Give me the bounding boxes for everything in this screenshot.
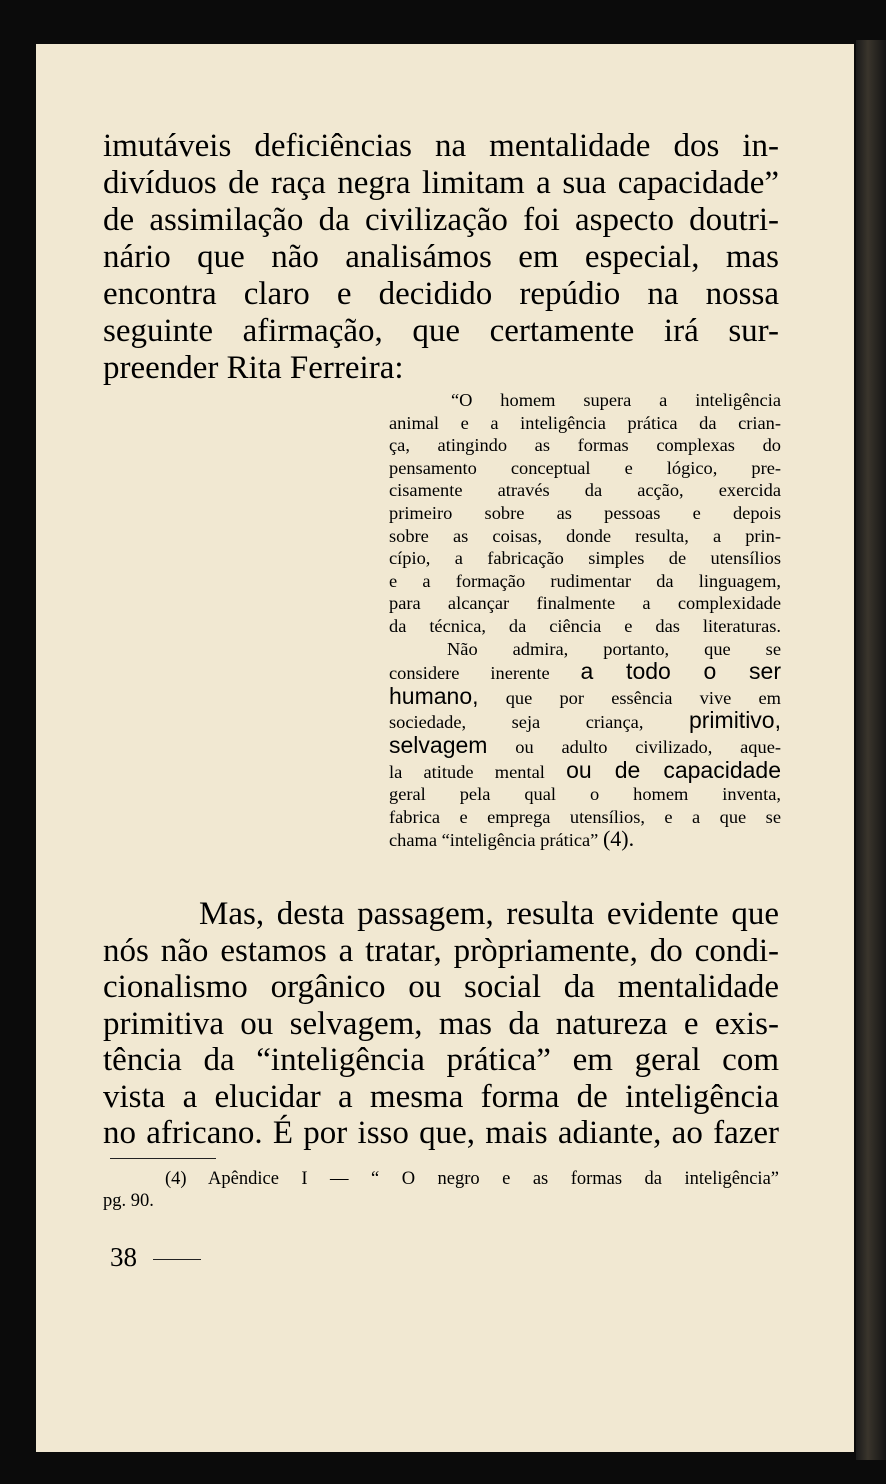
- footnote-line: pg. 90.: [103, 1191, 154, 1211]
- footnote-rule: [110, 1158, 216, 1159]
- page-edge: [856, 40, 886, 1460]
- footnote-line: (4) Apêndice I — “ O negro e as formas da inteligência”: [165, 1169, 779, 1189]
- text-line: Mas, desta passagem, resulta evidente que: [199, 896, 779, 932]
- quote-line: [389, 731, 781, 759]
- quote-line: geral pela qual o homem inventa,: [389, 784, 781, 805]
- quote-line: cípio, a fabricação simples de utensílios: [389, 548, 781, 569]
- page-number-dash: [153, 1259, 201, 1260]
- quote-line: [389, 709, 781, 734]
- quote-text: que por essência vive em: [505, 687, 781, 708]
- quote-text: la atitude mental: [389, 761, 545, 782]
- page-number-text: 38: [110, 1242, 137, 1272]
- quote-line: [389, 828, 781, 852]
- emphasis-text: ou de capacidade: [566, 756, 781, 783]
- text-line: preender Rita Ferreira:: [103, 350, 404, 386]
- quote-text: ou adulto civilizado, aque-: [515, 736, 781, 757]
- quote-line: cisamente através da acção, exercida: [389, 480, 781, 501]
- text-line: vista a elucidar a mesma forma de inteligência: [103, 1078, 779, 1115]
- quote-line: da técnica, da ciência e das literaturas.: [389, 615, 781, 636]
- quote-line: ça, atingindo as formas complexas do: [389, 435, 781, 456]
- paragraph-1: [103, 128, 779, 387]
- text-line: nário que não analisámos em especial, mas: [103, 239, 779, 275]
- text-line: no africano. É por isso que, mais adiante, ao fazer: [103, 1115, 779, 1151]
- quote-line: fabrica e emprega utensílios, e a que se: [389, 806, 781, 827]
- text-line: cionalismo orgânico ou social da mentalidade: [103, 969, 779, 1005]
- quote-line: animal e a inteligência prática da crian-: [389, 412, 781, 433]
- emphasis-text: primitivo,: [688, 707, 781, 734]
- quote-text: sociedade, seja criança,: [389, 712, 644, 733]
- footnote-ref: (4).: [602, 826, 635, 852]
- quote-line: primeiro sobre as pessoas e depois: [389, 502, 781, 523]
- quote-text: chama “inteligência prática”: [389, 830, 599, 851]
- text-line: nós não estamos a tratar, pròpriamente, do condi-: [103, 932, 779, 969]
- emphasis-text: humano,: [389, 682, 479, 709]
- text-line: imutáveis deficiências na mentalidade dos in-: [103, 128, 779, 164]
- quote-line: sobre as coisas, donde resulta, a prin-: [389, 525, 781, 546]
- page-number: [110, 1242, 201, 1273]
- paragraph-2: [103, 896, 779, 1152]
- quote-line: e a formação rudimentar da linguagem,: [389, 570, 781, 591]
- text-line: divíduos de raça negra limitam a sua capacidade”: [103, 165, 779, 201]
- footnote: [103, 1168, 779, 1212]
- text-line: primitiva ou selvagem, mas da natureza e exis-: [103, 1005, 779, 1042]
- quote-line: Não admira, portanto, que se: [447, 638, 781, 659]
- block-quote: [389, 389, 781, 852]
- quote-line: [389, 756, 781, 784]
- quote-text: considere inerente: [389, 663, 550, 684]
- emphasis-text: selvagem: [389, 731, 488, 758]
- quote-line: para alcançar finalmente a complexidade: [389, 593, 781, 614]
- quote-line: “O homem supera a inteligência: [451, 390, 781, 410]
- text-line: tência da “inteligência prática” em geral com: [103, 1042, 779, 1078]
- quote-line: [389, 660, 781, 685]
- text-line: de assimilação da civilização foi aspecto doutri-: [103, 202, 779, 238]
- quote-line: pensamento conceptual e lógico, pre-: [389, 457, 781, 478]
- emphasis-text: a todo o ser: [580, 658, 781, 685]
- text-line: encontra claro e decidido repúdio na nossa: [103, 276, 779, 312]
- quote-line: [389, 682, 781, 710]
- text-line: seguinte afirmação, que certamente irá sur-: [103, 313, 779, 349]
